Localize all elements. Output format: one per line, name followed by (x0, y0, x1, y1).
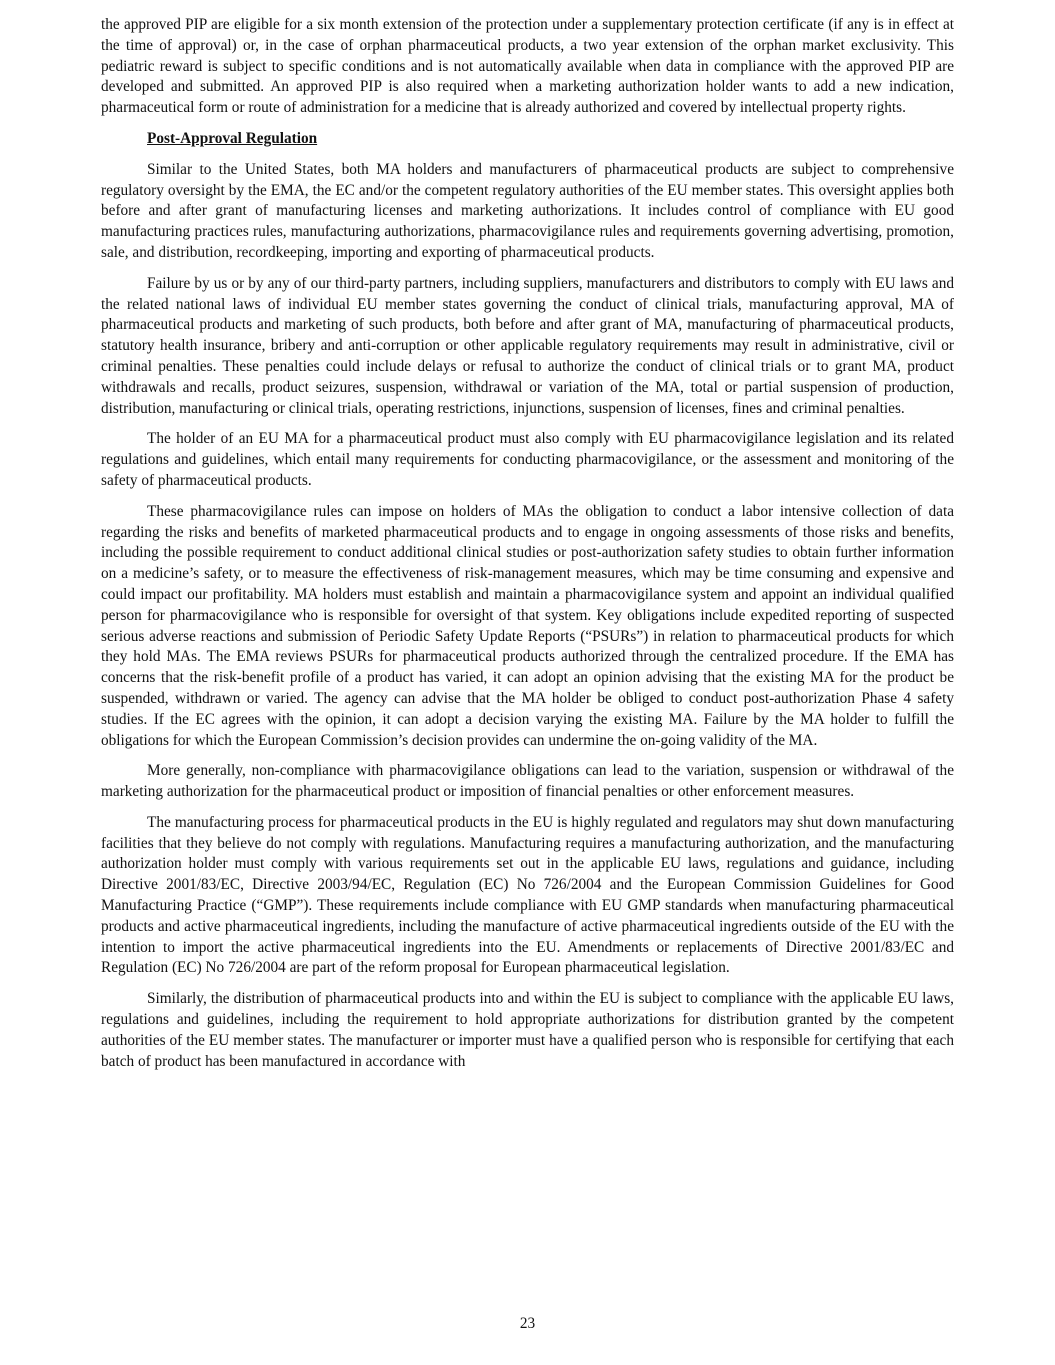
paragraph-failure-to-comply: Failure by us or by any of our third-party partners, including suppliers, manufacturers and distributors to comply with EU laws and the related national laws of individual EU member states governing the conduct of clinical trials, manufacturing approval, MA of pharmaceutical products and marketing of such products, both before and after grant of MA, manufacturing of pharmaceutical products, statutory health insurance, bribery and anti-corruption or other applicable regulatory requirements may result in administrative, civil or criminal penalties. These penalties could include delays or refusal to authorize the conduct of clinical trials or to grant MA, product withdrawals and recalls, product seizures, suspension, withdrawal or variation of the MA, total or partial suspension of production, distribution, manufacturing or clinical trials, operating restrictions, injunctions, suspension of licenses, fines and criminal penalties. (101, 274, 954, 417)
paragraph-manufacturing-process: The manufacturing process for pharmaceutical products in the EU is highly regulated and regulators may shut down manufacturing facilities that they believe do not comply with regulations. Manufacturing requires a manufacturing authorization, and the manufacturing authorization holder must comply with various requirements set out in the applicable EU laws, regulations and guidance, including Directive 2001/83/EC, Directive 2003/94/EC, Regulation (EC) No 726/2004 and the European Commission Guidelines for Good Manufacturing Practice (“GMP”). These requirements include compliance with EU GMP standards when manufacturing pharmaceutical products and active pharmaceutical ingredients, including the manufacture of active pharmaceutical ingredients outside of the EU with the intention to import the active pharmaceutical ingredients into the EU. Amendments or replacements of Directive 2001/83/EC and Regulation (EC) No 726/2004 are part of the reform proposal for European pharmaceutical legislation. (101, 813, 954, 977)
paragraph-regulatory-oversight: Similar to the United States, both MA holders and manufacturers of pharmaceutical products are subject to comprehensive regulatory oversight by the EMA, the EC and/or the competent regulatory authorities of the EU member states. This oversight applies both before and after grant of manufacturing licenses and marketing authorizations. It includes control of compliance with EU good manufacturing practices rules, manufacturing authorizations, pharmacovigilance rules and requirements governing advertising, promotion, sale, and distribution, recordkeeping, importing and exporting of pharmaceutical products. (101, 160, 954, 261)
page-number: 23 (519, 1315, 536, 1332)
paragraph-distribution: Similarly, the distribution of pharmaceutical products into and within the EU is subject to compliance with the applicable EU laws, regulations and guidelines, including the requirement to hold appropriate authorizations for distribution granted by the competent authorities of the EU member states. The manufacturer or importer must have a qualified person who is responsible for certifying that each batch of product has been manufactured in accordance with (101, 990, 954, 1070)
paragraph-pharmacovigilance-rules: These pharmacovigilance rules can impose on holders of MAs the obligation to conduct a labor intensive collection of data regarding the risks and benefits of marketed pharmaceutical products and to engage in ongoing assessments of those risks and benefits, including the possible requirement to conduct additional clinical studies or post-authorization safety studies to obtain further information on a medicine’s safety, or to measure the effectiveness of risk-management measures, which may be time consuming and expensive and could impact our profitability. MA holders must establish and maintain a pharmacovigilance system and appoint an individual qualified person for pharmacovigilance who is responsible for oversight of that system. Key obligations include expedited reporting of suspected serious adverse reactions and submission of Periodic Safety Update Reports (“PSURs”) in relation to pharmaceutical products for which they hold MAs. The EMA reviews PSURs for pharmaceutical products authorized through the centralized procedure. If the EMA has concerns that the risk-benefit profile of a product has varied, it can adopt an opinion advising that the existing MA for the product be suspended, withdrawn or varied. The agency can advise that the MA holder be obliged to conduct post-authorization Phase 4 safety studies. If the EC agrees with the opinion, it can adopt a decision varying the existing MA. Failure by the MA holder to fulfill the obligations for which the European Commission’s decision provides can undermine the on-going validity of the MA. (101, 502, 954, 749)
paragraph-non-compliance: More generally, non-compliance with pharmacovigilance obligations can lead to the variation, suspension or withdrawal of the marketing authorization for the pharmaceutical product or imposition of financial penalties or other enforcement measures. (101, 762, 954, 801)
section-heading: Post-Approval Regulation (147, 129, 318, 147)
paragraph-pip-continuation: the approved PIP are eligible for a six month extension of the protection under a supplementary protection certificate (if any is in effect at the time of approval) or, in the case of orphan pharmaceutical products, a two year extension of the orphan market exclusivity. This pediatric reward is subject to specific conditions and is not automatically available when data in compliance with the approved PIP are developed and submitted. An approved PIP is also required when a marketing authorization holder wants to add a new indication, pharmaceutical form or route of administration for a medicine that is already authorized and covered by intellectual property rights. (101, 16, 954, 117)
page-body (101, 15, 954, 1082)
paragraph-pharmacovigilance-legislation: The holder of an EU MA for a pharmaceutical product must also comply with EU pharmacovigilance legislation and its related regulations and guidelines, which entail many requirements for conducting pharmacovigilance, or the assessment and monitoring of the safety of pharmaceutical products. (101, 430, 954, 489)
